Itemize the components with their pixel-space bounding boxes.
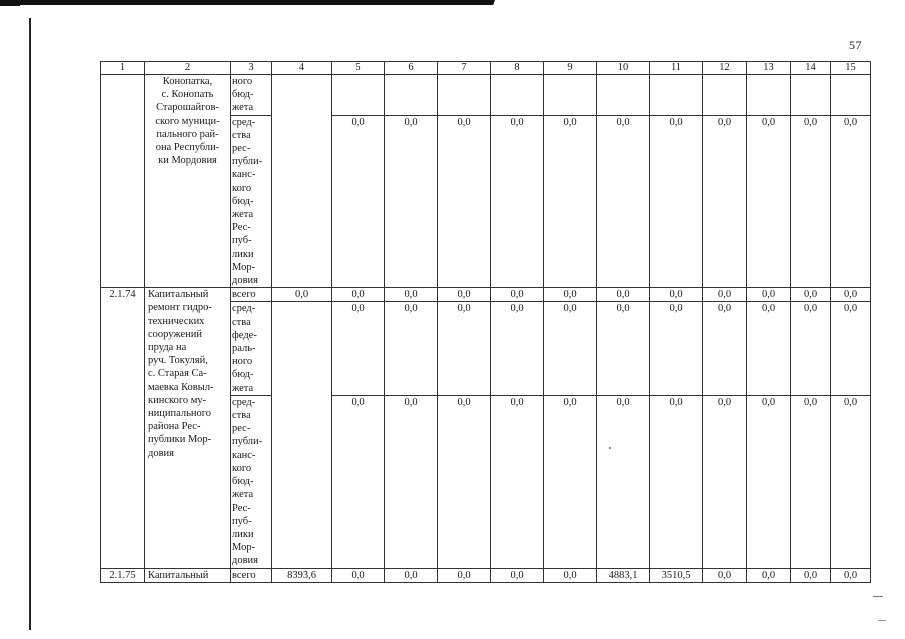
source-line: бюд- bbox=[232, 369, 254, 381]
value-cell: 0,0 bbox=[791, 395, 831, 568]
total-cost-cell bbox=[272, 302, 332, 568]
budget-table bbox=[100, 61, 871, 583]
source-line: жета bbox=[232, 209, 254, 221]
value-cell: 0,0 bbox=[544, 568, 597, 582]
total-cost-cell: 0,0 bbox=[272, 288, 332, 302]
source-line: Мор- bbox=[232, 261, 256, 273]
source-line: лики bbox=[232, 248, 254, 260]
value-cell: 0,0 bbox=[438, 302, 491, 395]
value-cell: 0,0 bbox=[650, 302, 703, 395]
value-cell bbox=[831, 75, 871, 116]
source-line: Рес- bbox=[232, 222, 251, 234]
source-line: кого bbox=[232, 182, 252, 194]
source-line: бюд- bbox=[232, 476, 254, 488]
column-header: 8 bbox=[491, 62, 544, 75]
source-line: сред- bbox=[232, 116, 256, 128]
value-cell bbox=[544, 75, 597, 116]
column-header: 3 bbox=[231, 62, 272, 75]
source-line: пуб- bbox=[232, 515, 252, 527]
object-name-cell bbox=[145, 75, 231, 288]
scan-shadow-bar bbox=[0, 0, 495, 5]
value-cell: 0,0 bbox=[544, 395, 597, 568]
value-cell: 0,0 bbox=[544, 288, 597, 302]
column-header: 13 bbox=[747, 62, 791, 75]
name-line: технических bbox=[148, 315, 205, 327]
total-cost-cell bbox=[272, 75, 332, 288]
scan-edge-top bbox=[0, 0, 905, 6]
name-line: ниципального bbox=[148, 408, 212, 420]
column-header: 4 bbox=[272, 62, 332, 75]
value-cell: 0,0 bbox=[747, 395, 791, 568]
value-cell: 0,0 bbox=[831, 568, 871, 582]
funding-source-cell bbox=[231, 302, 272, 395]
value-cell bbox=[385, 75, 438, 116]
source-line: рес- bbox=[232, 423, 251, 435]
value-cell: 0,0 bbox=[491, 568, 544, 582]
value-cell: 0,0 bbox=[831, 115, 871, 288]
value-cell: 0,0 bbox=[831, 302, 871, 395]
name-line: Конопатка, bbox=[162, 76, 213, 87]
name-line: ки Мордовия bbox=[158, 155, 217, 167]
row-number-cell bbox=[101, 75, 145, 288]
table-header-row bbox=[101, 62, 871, 75]
source-line: рес- bbox=[232, 143, 251, 155]
value-cell: 0,0 bbox=[491, 302, 544, 395]
column-header: 6 bbox=[385, 62, 438, 75]
source-line: ства bbox=[232, 316, 251, 328]
name-line: пруда на bbox=[148, 342, 187, 354]
value-cell: 0,0 bbox=[438, 115, 491, 288]
value-cell: 0,0 bbox=[747, 288, 791, 302]
value-cell: 0,0 bbox=[650, 395, 703, 568]
value-cell: 3510,5 bbox=[650, 568, 703, 582]
value-cell: 0,0 bbox=[831, 395, 871, 568]
source-line: сред- bbox=[232, 396, 256, 408]
source-line: публи- bbox=[232, 156, 263, 168]
value-cell: 0,0 bbox=[385, 288, 438, 302]
column-header: 10 bbox=[597, 62, 650, 75]
value-cell: 0,0 bbox=[831, 288, 871, 302]
value-cell: 0,0 bbox=[385, 115, 438, 288]
value-cell: 0,0 bbox=[703, 395, 747, 568]
value-cell: 0,0 bbox=[491, 395, 544, 568]
value-cell bbox=[438, 75, 491, 116]
source-line: ства bbox=[232, 129, 251, 141]
funding-source-cell bbox=[231, 115, 272, 288]
name-line: Капитальный bbox=[148, 289, 209, 301]
name-line: района Рес- bbox=[148, 421, 201, 433]
column-header: 9 bbox=[544, 62, 597, 75]
value-cell bbox=[703, 75, 747, 116]
source-line: жета bbox=[232, 382, 254, 394]
value-cell: 0,0 bbox=[332, 395, 385, 568]
column-header: 1 bbox=[101, 62, 145, 75]
value-cell: 0,0 bbox=[385, 302, 438, 395]
column-header: 11 bbox=[650, 62, 703, 75]
source-line: бюд- bbox=[232, 195, 254, 207]
value-cell bbox=[650, 75, 703, 116]
value-cell: 0,0 bbox=[544, 302, 597, 395]
source-line: раль- bbox=[232, 343, 256, 355]
value-cell: 0,0 bbox=[791, 568, 831, 582]
value-cell: 0,0 bbox=[597, 288, 650, 302]
value-cell: 0,0 bbox=[703, 302, 747, 395]
value-cell: 0,0 bbox=[597, 395, 650, 568]
source-line: ства bbox=[232, 410, 251, 422]
value-cell: 0,0 bbox=[791, 288, 831, 302]
value-cell: 0,0 bbox=[791, 302, 831, 395]
scan-mark bbox=[878, 620, 886, 621]
value-cell: 0,0 bbox=[747, 568, 791, 582]
row-number-cell: 2.1.74 bbox=[101, 288, 145, 568]
name-line: публики Мор- bbox=[148, 434, 212, 446]
value-cell: 0,0 bbox=[332, 302, 385, 395]
value-cell: 0,0 bbox=[385, 568, 438, 582]
value-cell: 0,0 bbox=[703, 288, 747, 302]
source-line: сред- bbox=[232, 303, 256, 315]
value-cell bbox=[491, 75, 544, 116]
value-cell: 0,0 bbox=[491, 115, 544, 288]
row-number-cell: 2.1.75 bbox=[101, 568, 145, 582]
source-line: канс- bbox=[232, 169, 256, 181]
name-line: довия bbox=[148, 447, 174, 459]
value-cell: 0,0 bbox=[597, 302, 650, 395]
value-cell: 0,0 bbox=[332, 115, 385, 288]
source-line: кого bbox=[232, 462, 252, 474]
value-cell: 0,0 bbox=[438, 288, 491, 302]
source-line: бюд- bbox=[232, 89, 254, 101]
funding-source-cell: всего bbox=[231, 568, 272, 582]
value-cell: 0,0 bbox=[703, 115, 747, 288]
name-line: она Республи- bbox=[155, 142, 220, 154]
source-line: лики bbox=[232, 528, 254, 540]
column-header: 14 bbox=[791, 62, 831, 75]
source-line: ного bbox=[232, 356, 253, 368]
name-line: Старошайгов- bbox=[156, 102, 219, 114]
source-line: публи- bbox=[232, 436, 263, 448]
column-header: 7 bbox=[438, 62, 491, 75]
name-line: с. Старая Са- bbox=[148, 368, 207, 380]
source-line: жета bbox=[232, 102, 254, 114]
value-cell: 0,0 bbox=[703, 568, 747, 582]
funding-source-cell bbox=[231, 395, 272, 568]
total-cost-cell: 8393,6 bbox=[272, 568, 332, 582]
source-line: жета bbox=[232, 489, 254, 501]
name-line: руч. Токуляй, bbox=[148, 355, 208, 367]
object-name-cell: Капитальный bbox=[145, 568, 231, 582]
name-line: с. Конопать bbox=[161, 89, 214, 101]
name-line: пального рай- bbox=[156, 128, 219, 140]
source-line: пуб- bbox=[232, 235, 252, 247]
column-header: 15 bbox=[831, 62, 871, 75]
source-line: довия bbox=[232, 555, 258, 567]
value-cell: 0,0 bbox=[544, 115, 597, 288]
scan-edge-left bbox=[29, 18, 31, 630]
value-cell bbox=[747, 75, 791, 116]
value-cell: 0,0 bbox=[491, 288, 544, 302]
scan-shadow-corner bbox=[0, 0, 20, 6]
value-cell bbox=[791, 75, 831, 116]
funding-source-cell bbox=[231, 75, 272, 116]
value-cell: 0,0 bbox=[438, 568, 491, 582]
name-line: кинского му- bbox=[148, 394, 207, 406]
value-cell bbox=[332, 75, 385, 116]
column-header: 5 bbox=[332, 62, 385, 75]
column-header: 2 bbox=[145, 62, 231, 75]
value-cell: 0,0 bbox=[597, 115, 650, 288]
value-cell: 4883,1 bbox=[597, 568, 650, 582]
scan-mark bbox=[873, 596, 883, 597]
value-cell: 0,0 bbox=[385, 395, 438, 568]
value-cell: 0,0 bbox=[438, 395, 491, 568]
value-cell: 0,0 bbox=[747, 302, 791, 395]
source-line: довия bbox=[232, 275, 258, 287]
value-cell: 0,0 bbox=[650, 288, 703, 302]
column-header: 12 bbox=[703, 62, 747, 75]
source-line: ного bbox=[232, 76, 253, 87]
scan-speck bbox=[609, 447, 611, 449]
table-row bbox=[101, 288, 871, 302]
value-cell: 0,0 bbox=[332, 288, 385, 302]
value-cell: 0,0 bbox=[332, 568, 385, 582]
page-number: 57 bbox=[849, 38, 862, 52]
table-row bbox=[101, 568, 871, 582]
name-line: маевка Ковыл- bbox=[148, 381, 214, 393]
value-cell bbox=[597, 75, 650, 116]
source-line: канс- bbox=[232, 449, 256, 461]
value-cell: 0,0 bbox=[747, 115, 791, 288]
value-cell: 0,0 bbox=[650, 115, 703, 288]
source-line: Рес- bbox=[232, 502, 251, 514]
object-name-cell bbox=[145, 288, 231, 568]
name-line: ского муници- bbox=[155, 115, 220, 127]
name-line: сооружений bbox=[148, 328, 203, 340]
source-line: Мор- bbox=[232, 542, 256, 554]
name-line: ремонт гидро- bbox=[148, 302, 212, 314]
table-row bbox=[101, 75, 871, 116]
funding-source-cell: всего bbox=[231, 288, 272, 302]
source-line: феде- bbox=[232, 329, 257, 341]
value-cell: 0,0 bbox=[791, 115, 831, 288]
